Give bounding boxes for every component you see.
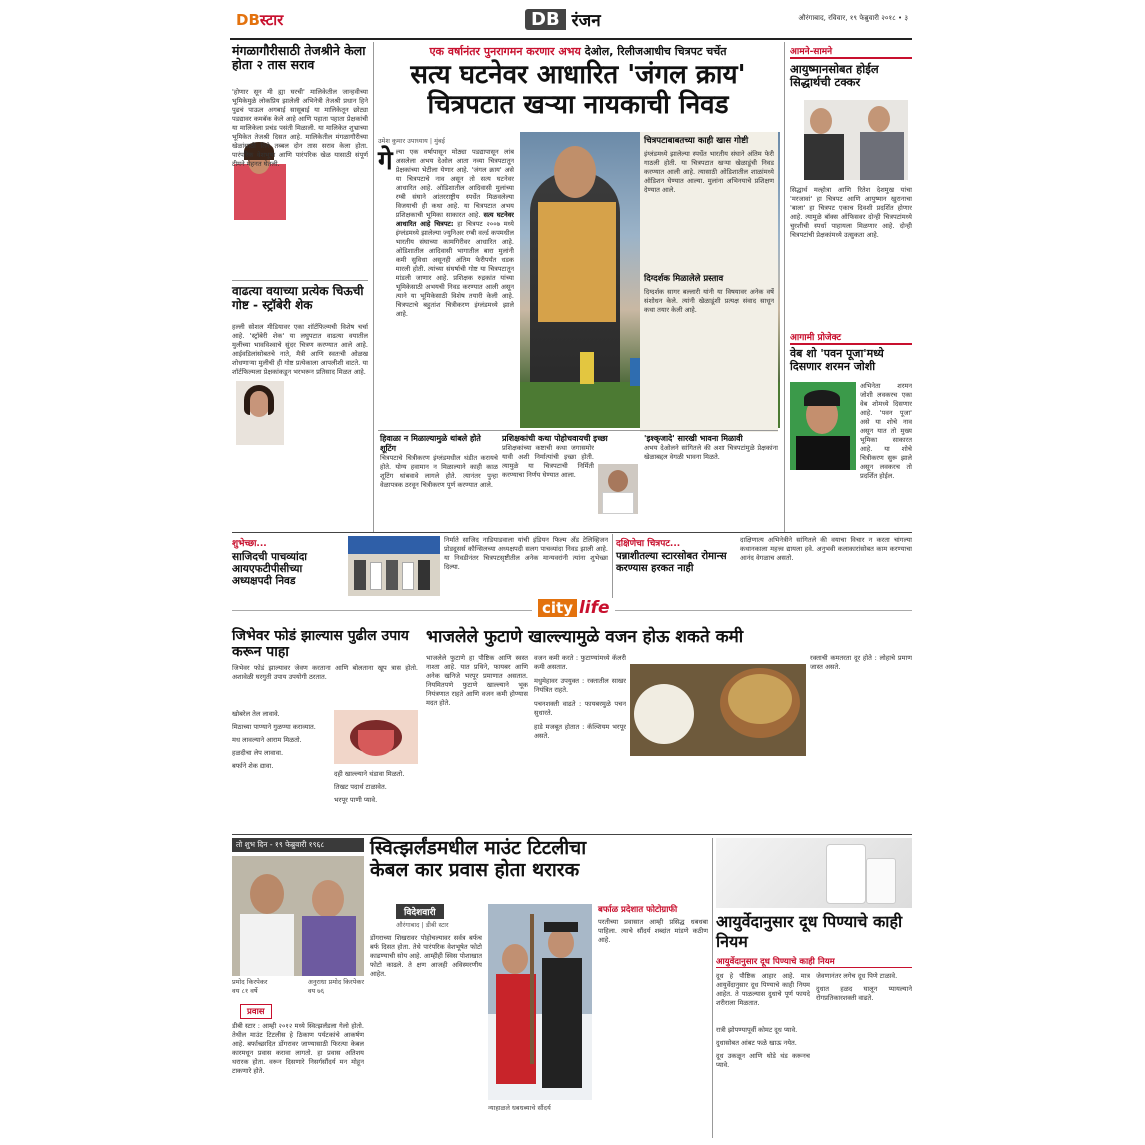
tip-item: रात्री झोपण्यापूर्वी कोमट दूध प्यावे. [716,1026,798,1034]
tip-item: मध लावल्याने आराम मिळतो. [232,736,302,744]
brand-star: स्टार [259,11,284,29]
city-life-life: life [578,598,610,618]
right-top-tag: आमने-सामने [790,47,833,57]
switzerland-byline: औरंगाबाद | डीबी स्टार [396,921,449,929]
strip-tag-2: दक्षिणेचा चित्रपट... [616,539,681,549]
strip-tag-1: शुभेच्छा... [232,539,267,549]
divider [232,280,368,281]
lead-kicker [378,44,778,59]
popcorn-story [426,628,912,828]
lead-side-box [640,132,778,432]
section-tag-text: विदेशवारी [404,908,436,918]
switzerland-headline-2: केबल कार प्रवास होता थरारक [370,858,580,881]
strip-story-1 [232,536,342,596]
couple-photo [232,856,364,976]
tip-item: खोबरेल तेल लावावे. [232,710,280,718]
left-top-body: 'होणार सून मी ह्या घरची' मालिकेतील जान्हवीच्या भूमिकेमुळे लोकप्रिय झालेली अभिनेत्री तेजश्री प्रधान हिने पुढचं पाऊल अगबाई सासूबाई या मालिकेतून छोट्या पडद्यावर कमबॅक केले आहे आणि पहाता पहाता प्रेक्षकांची या मालिकेला प्रचंड पसंती मिळाली. या मालिकेत शुभ्राच्या भूमिकेत तेजश्री दिसत आहे. मालिकेतील मंगळागौरीच्या खेळांसाठी तिने तब्बल दोन तास सराव केला होता. पारंपरिक वेशभूषा आणि पारंपरिक खेळ यासाठी संपूर्ण टीमने मेहनत घेतली. [232,88,368,168]
sharman-joshi-photo [790,382,856,470]
divider [378,430,778,431]
lead-kicker-red: एक वर्षानंतर पुनरागमन करणार अभय [429,45,581,58]
lead-side-heading-2: दिग्दर्शक मिळालेले प्रस्ताव [644,274,724,284]
right-mid-tag: आगामी प्रोजेक्ट [790,333,842,343]
tongue-headline: जिभेवर फोडं झाल्यास पुढील उपाय करून पाहा [232,628,409,661]
date-bar-text: तो शुभ दिन - १९ फेब्रुवारी १९६८ [236,840,325,849]
switzerland-col-3 [598,904,708,1136]
tip-item: हळदीचा लेप लावावा. [232,749,284,757]
point-item: हाडे मजबूत होतात : कॅल्शियम भरपूर असते. [534,723,626,740]
masthead [230,8,912,40]
section-name: रंजन [571,11,601,31]
point-item: पचनशक्ती वाढते : फायबरमुळे पचन सुधारते. [534,700,626,717]
left-mid-story [232,285,368,525]
tip-item: दुधासोबत आंबट फळे खाऊ नयेत. [716,1039,797,1047]
lead-byline: उमेश कुमार उपाध्याय | मुंबई [378,137,445,145]
story-tag [240,1004,272,1019]
chickpeas-photo [630,664,806,756]
lead-kicker-rest: देओल, रिलीजआधीच चित्रपट चर्चेत [584,45,727,58]
lead-subhead: सत्य घटनेवर आधारित आहे चित्रपट: [395,211,514,228]
lead-bottom-col-2 [502,434,640,526]
strip-headline-1: साजिदची पाचव्यांदा आयएफटीपीसीच्या अध्यक्षपदी निवड [232,551,307,588]
divider [373,42,374,532]
section-logo-db: DB [525,9,566,30]
lead-bottom-heading-3: 'इश्क्‌जादे' सारखी भावना मिळावी [644,434,743,443]
caption-name-1: प्रमोद किरपेकर [232,978,268,986]
right-mid-story [790,330,912,526]
switzerland-headline-1: स्वित्झर्लंडमधील माउंट टिटलीचा [370,837,587,859]
strip-body-2: दाक्षिणात्य अभिनेत्रीने सांगितले की वयाचा विचार न करता चांगल्या कथानकाला महत्त्व द्यायला हवे. अनुभवी कलाकारांसोबत काम करण्याचा आनंद वेगळाच असतो. [740,536,912,562]
divider [232,532,912,533]
right-mid-headline: वेब शो 'पवन पूजा'मध्ये दिसणार शरमन जोशी [790,347,884,373]
lead-body-2: हा चित्रपट २००७ मध्ये इंग्लंडमध्ये झालेल्या ज्युनिअर रग्बी वर्ल्ड कपमधील भारतीय संघाच्या कामगिरीवर आधारित आहे. ओडिशातील आदिवासी भागातील बारा मुलांनी कमी सुविधा असूनही अंतिम फेरीपर्यंत धडक मारली होती. त्यांच्या संघर्षाची गोष्ट या चित्रपटातून मांडली जाणार आहे. प्रशिक्षक रुद्रकांत यांच्या भूमिकेसाठी अभयची निवड करण्यात आली असून त्याने या भूमिकेसाठी विशेष तयारी केली आहे. चित्रपटाचे बहुतांश चित्रीकरण इंग्लंडमध्ये झाले आहे. [395,220,514,318]
tongue-story [232,628,418,828]
popcorn-body: भाजलेले फुटाणे हा पौष्टिक आणि स्वस्त नाश्ता आहे. यात प्रथिने, फायबर आणि अनेक खनिजे भरपूर प्रमाणात असतात. नियमितपणे फुटाणे खाल्ल्याने भूक नियंत्रणात राहते आणि वजन कमी होण्यास मदत होते. [426,654,528,707]
milk-body: दूध हे पौष्टिक आहार आहे. मात्र आयुर्वेदानुसार दूध पिण्याचे काही नियम आहेत. ते पाळल्यास दुधाचे पूर्ण फायदे शरीराला मिळतात. [716,972,810,1007]
lead-headline-2: चित्रपटात खऱ्या नायकाची निवड [427,89,729,120]
right-mid-body: अभिनेता शरमन जोशी लवकरच एका वेब शोमध्ये दिसणार आहे. 'पवन पूजा' असे या शोचे नाव असून यात तो मुख्य भूमिका साकारत आहे. या शोचे चित्रीकरण सुरू झाले असून लवकरच तो प्रदर्शित होईल. [860,382,912,480]
left-mid-body: हल्ली सोशल मीडियावर एका शॉर्टफिल्मची विशेष चर्चा आहे. 'स्ट्रॉबेरी शेक' या लघुपटात वाढत्या वयातील मुलींच्या भावविश्वाचे सुंदर चित्रण करण्यात आले आहे. आईवडिलांसोबतचे नाते, मैत्री आणि स्वतःची ओळख शोधणाऱ्या मुलीची ही गोष्ट प्रत्येकाला आपलीशी वाटते. या शॉर्टफिल्मला प्रेक्षकांकडून भरभरून प्रतिसाद मिळत आहे. [232,323,368,376]
point-item: वजन कमी करते : फुटाण्यांमध्ये कॅलरी कमी असतात. [534,654,626,671]
date-bar [232,838,364,852]
switzerland-photo-caption: न्याहाळले धबधब्याचे सौंदर्य [488,1104,551,1112]
lead-body: ल्या एक वर्षापासून मोठ्या पडद्यापासून लांब असलेला अभय देओल आता नव्या चित्रपटातून प्रेक्षकांच्या भेटीला येणार आहे. 'जंगल क्राय' असे या चित्रपटाचे नाव असून तो सत्य घटनेवर आधारित आहे. ओडिशातील आदिवासी मुलांच्या रग्बी संघाने आंतरराष्ट्रीय स्पर्धेत मिळवलेल्या विजयाची ही कथा आहे. या चित्रपटात अभय प्रशिक्षकाची भूमिका साकारत आहे. [395,148,514,219]
sidharth-ayushmann-photo [804,100,908,180]
switzerland-headline [370,838,710,882]
switzerland-body-3: परतीच्या प्रवासात आम्ही प्रसिद्ध धबधबा पाहिला. त्याचे सौंदर्य शब्दांत मांडणे कठीण आहे. [598,918,708,944]
tongue-body: जिभेवर फोडं झाल्यावर जेवण करताना आणि बोलताना खूप त्रास होतो. अशावेळी घरगुती उपाय उपयोगी ठरतात. [232,664,418,682]
tongue-tips-right [334,770,418,805]
lead-bottom-col-3 [644,434,778,526]
divider [612,534,613,598]
left-top-headline: मंगळागौरीसाठी तेजश्रीने केला होता २ तास सराव [232,43,366,73]
strip-story-2 [616,536,736,596]
lead-side-heading: चित्रपटाबाबतच्या काही खास गोष्टी [644,136,749,146]
tongue-tips-left [232,710,328,775]
milk-subhead: आयुर्वेदानुसार दूध पिण्याचे काही नियम [716,956,912,968]
lead-headline-1: सत्य घटनेवर आधारित 'जंगल क्राय' [410,60,746,90]
section-logo [525,8,601,31]
tip-item: भरपूर पाणी प्यावे. [334,796,378,804]
divider [784,42,785,532]
lead-bottom-heading-1: हिवाळा न मिळाल्यामुळे थांबले होते शूटिंग [380,434,481,453]
tip-item: तिखट पदार्थ टाळावेत. [334,783,387,791]
right-top-headline: आयुष्मानसोबत होईल सिद्धार्थची टक्कर [790,62,879,90]
city-life-rule-right [615,610,912,611]
caption-name-2: अनुराधा प्रमोद किरपेकर [307,978,364,986]
lead-bottom-body-1: चित्रपटाचे चित्रीकरण इंग्लंडमधील थंडीत करायचे होते. योग्य हवामान न मिळाल्याने काही काळ शूटिंग थांबवावे लागले होते. त्यानंतर पुन्हा वेळापत्रक ठरवून चित्रीकरण पूर्ण करण्यात आले. [380,454,498,489]
brand-db: DB [236,11,260,29]
strip-body-1-text: निर्माते साजिद नाडियाडवाला यांची इंडियन फिल्म अँड टेलिव्हिजन प्रोड्यूसर्स कौन्सिलच्या अध्यक्षपदी सलग पाचव्यांदा निवड झाली आहे. या निवडीनंतर चित्रपटसृष्टीतील अनेक मान्यवरांनी त्यांना शुभेच्छा दिल्या. [444,536,608,571]
lead-bottom-body-2: प्रशिक्षकांच्या कष्टाची कथा जगासमोर यावी अशी निर्मात्यांची इच्छा होती. त्यामुळे या चित्रपटाची निर्मिती करण्याचा निर्णय घेण्यात आला. [502,444,594,479]
tip-item: बर्फाने शेक द्यावा. [232,762,274,770]
lead-body-col [378,148,514,418]
switzerland-body-2: डोंगराच्या शिखरावर पोहोचल्यावर सर्वत्र बर्फच बर्फ दिसत होता. तेथे पारंपरिक वेशभूषेत फोटो काढण्याची सोय आहे. आम्हीही स्विस पोशाखात फोटो काढले. ते क्षण आजही अविस्मरणीय आहेत. [370,934,482,978]
caption-age-2: वय ७६ [307,987,325,995]
couple-caption [232,978,364,996]
tongue-photo [334,710,418,764]
switzerland-body: डीबी स्टार : आम्ही २०१२ मध्ये स्वित्झर्लंडला गेलो होतो. तेथील माउंट टिटलीस हे ठिकाण पर्यटकांचे आकर्षण आहे. बर्फाच्छादित डोंगरावर जाण्यासाठी फिरत्या केबल कारमधून प्रवास करावा लागतो. हा प्रवास अतिशय थरारक होता. वरून दिसणारे निसर्गसौंदर्य मन मोहून टाकणारे होते. [232,1022,364,1075]
lead-bottom-heading-2: प्रशिक्षकांची कथा पोहोचवायची इच्छा [502,434,608,443]
tip-item: दुधात हळद घालून प्यायल्याने रोगप्रतिकारशक्ती वाढते. [816,985,912,1002]
tag-underline [790,343,912,345]
left-mid-headline: वाढत्या वयाच्या प्रत्येक चिऊची गोष्ट - स्ट्रॉबेरी शेक [232,284,364,312]
tip-item: दही खाल्ल्याने थंडावा मिळतो. [334,770,405,778]
switzerland-subhead: बर्फाळ प्रदेशात फोटोग्राफी [598,905,678,915]
milk-headline: आयुर्वेदानुसार दूध पिण्याचे काही नियम [716,912,903,951]
tag-underline [790,57,912,59]
tip-item: जेवणानंतर लगेच दूध पिणे टाळावे. [816,972,898,980]
swiss-costume-photo [488,904,592,1100]
tip-item: दूध उकळून आणि थोडे थंड करूनच प्यावे. [716,1052,810,1069]
divider [232,834,912,835]
popcorn-points [534,654,626,746]
city-life-city: city [538,599,577,617]
milk-tips-right [816,972,912,1003]
caption-age-1: वय ८१ वर्षे [232,987,258,995]
lead-dropcap: गे [378,146,393,176]
popcorn-headline: भाजलेले फुटाणे खाल्ल्यामुळे वजन होऊ शकते कमी [426,627,744,647]
brand-logo [236,10,283,30]
left-top-story [232,44,368,324]
section-tag-box [396,904,444,919]
point-item: रक्ताची कमतरता दूर होते : लोहाचे प्रमाण जास्त असते. [810,654,912,671]
producer-photo [598,464,638,514]
right-top-story [790,44,912,324]
story-tag-text: प्रवास [247,1007,265,1017]
lead-bottom-col-1 [380,434,498,526]
lead-side-body-2: दिग्दर्शक सागर बल्लारी यांनी या विषयावर अनेक वर्षे संशोधन केले. त्यांनी खेळाडूंशी प्रत्यक्ष संवाद साधून कथा तयार केली आहे. [644,288,774,314]
tip-item: मिठाच्या पाण्याने गुळण्या कराव्यात. [232,723,316,731]
producers-council-photo [348,536,440,596]
milk-photo [716,838,912,908]
milk-tips-left [716,1026,810,1070]
right-top-body: सिद्धार्थ मल्होत्रा आणि रितेश देशमुख यांचा 'मरजावां' हा चित्रपट आणि आयुष्मान खुरानाचा 'बाला' हा चित्रपट एकाच दिवशी प्रदर्शित होणार आहे. त्यामुळे बॉक्स ऑफिसवर दोन्ही चित्रपटांमध्ये चुरशीची स्पर्धा पाहायला मिळणार आहे. दोन्ही चित्रपटांची प्रेक्षकांमध्ये उत्सुकता आहे. [790,186,912,239]
city-life-rule-left [232,610,532,611]
strip-headline-2: पन्नाशीतल्या स्टारसोबत रोमान्स करण्यास हरकत नाही [616,551,727,574]
dateline: औरंगाबाद, रविवार, १९ फेब्रुवारी २०१८ • ३ [798,14,908,22]
lead-side-body: इंग्लंडमध्ये झालेल्या स्पर्धेत भारतीय संघाने अंतिम फेरी गाठली होती. या चित्रपटात खऱ्या खेळाडूंची निवड करण्यात आली आहे. त्यासाठी ओडिशातील शाळांमध्ये ऑडिशन घेण्यात आल्या. मुलांना अभिनयाचे प्रशिक्षण देण्यात आले. [644,150,774,194]
point-item: मधुमेहावर उपयुक्त : रक्तातील साखर नियंत्रित राहते. [534,677,626,694]
divider [712,838,713,1138]
lead-bottom-body-3: अभय देओलने सांगितले की अशा चित्रपटांमुळे प्रेक्षकांना खेळाबद्दल वेगळी भावना मिळते. [644,444,778,461]
city-life-logo [538,598,610,618]
popcorn-points-2 [810,654,912,672]
